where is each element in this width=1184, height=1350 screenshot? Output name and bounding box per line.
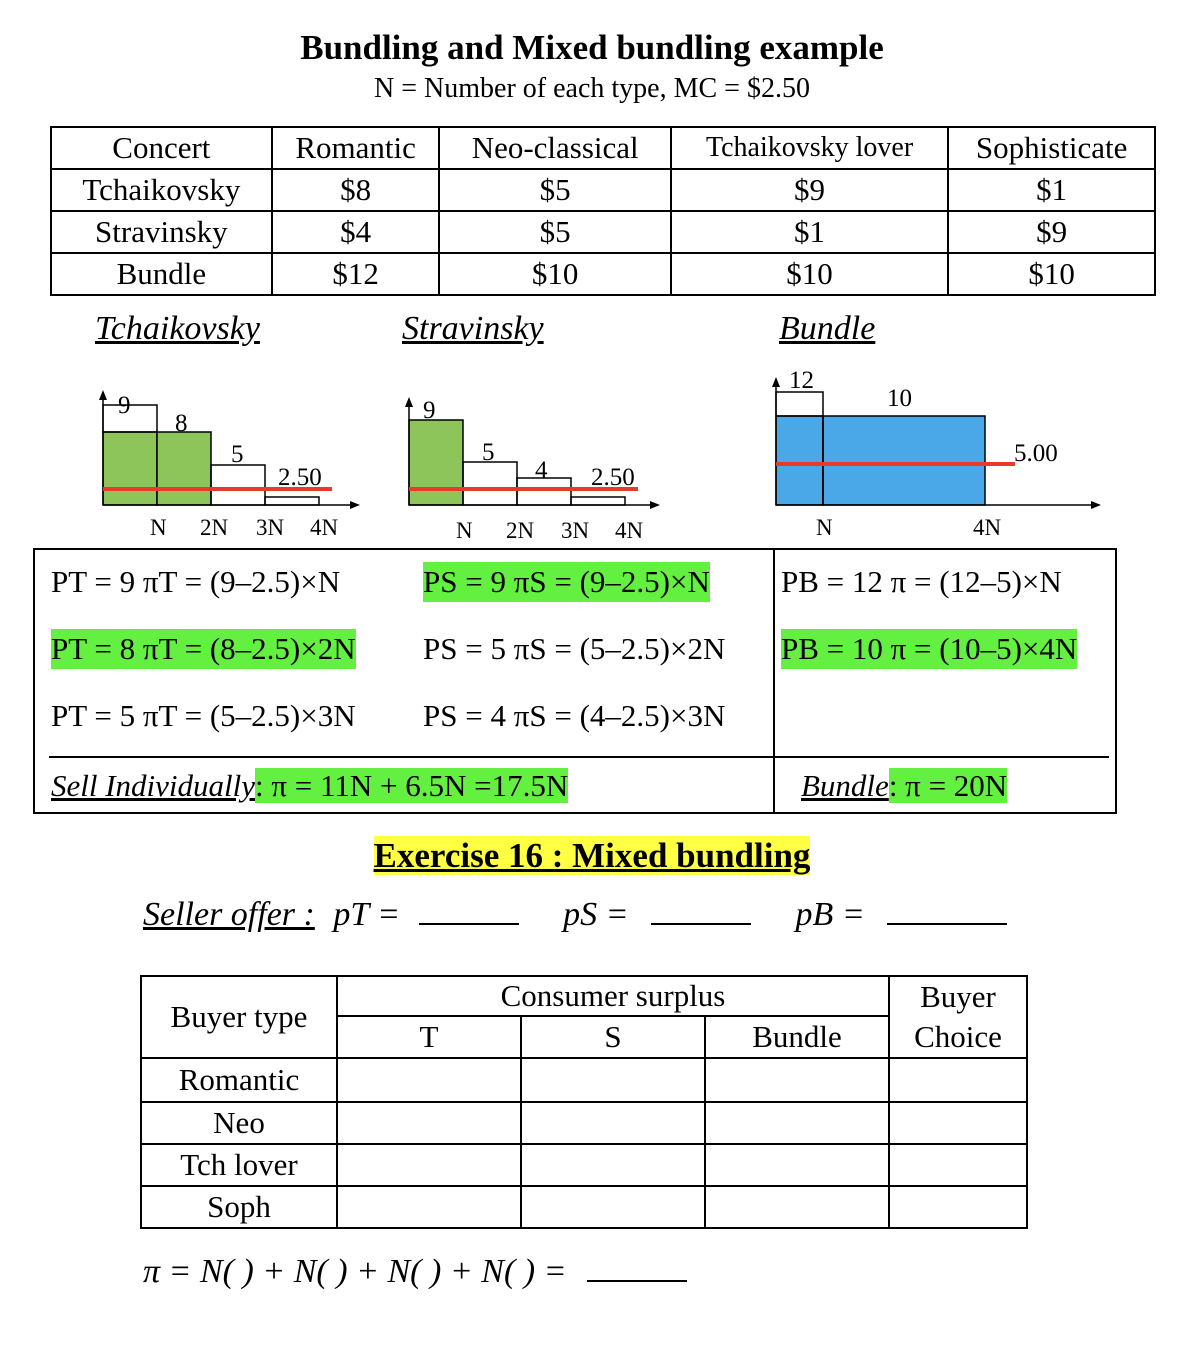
table-cell: $5 [439, 169, 670, 211]
sell-individually-value: : π = 11N + 6.5N =17.5N [255, 768, 569, 803]
bar-blue [823, 416, 985, 505]
bar-green [103, 432, 157, 505]
seller-offer [143, 895, 1007, 934]
table-cell: $8 [272, 169, 440, 211]
value-label: 9 [423, 397, 436, 424]
price-b-blank[interactable] [887, 895, 1007, 925]
tchaikovsky-price-3: PT = 5 πT = (5–2.5)×3N [51, 698, 356, 733]
table-cell: $12 [272, 253, 440, 295]
divider [49, 756, 1109, 758]
answer-cell[interactable] [337, 1102, 521, 1144]
row-label: Romantic [141, 1058, 337, 1102]
table-row [141, 1144, 1027, 1186]
tick-label: 3N [256, 515, 285, 540]
bundle-price-1: PB = 12 π = (12–5)×N [781, 564, 1062, 599]
answer-cell[interactable] [521, 1058, 705, 1102]
value-label: 9 [118, 392, 131, 419]
header-cell: Concert [51, 127, 272, 169]
demand-charts [0, 360, 1184, 550]
bundle-result-label: Bundle [801, 768, 889, 803]
profit-equation [143, 1252, 687, 1291]
bundle-price-2: PB = 10 π = (10–5)×4N [781, 629, 1077, 669]
value-label: 8 [175, 410, 188, 437]
tick-label: N [456, 518, 473, 543]
price-b-label: pB = [795, 896, 865, 933]
consumer-surplus-table [140, 975, 1028, 1229]
header-cell: Neo-classical [439, 127, 670, 169]
table-cell: $5 [439, 211, 670, 253]
table-cell: Tchaikovsky [51, 169, 272, 211]
answer-cell[interactable] [889, 1058, 1027, 1102]
axis-arrow [405, 397, 413, 407]
bar-green [157, 432, 211, 505]
column-header-t: T [337, 1016, 521, 1058]
sell-individually-label: Sell Individually [51, 768, 256, 803]
price-s-blank[interactable] [651, 895, 751, 925]
tick-label: 2N [200, 515, 229, 540]
profit-equation-text: π = N( ) + N( ) + N( ) + N( ) = [143, 1253, 567, 1290]
buyer-choice-header: Buyer Choice [889, 976, 1027, 1058]
answer-cell[interactable] [521, 1186, 705, 1228]
table-cell: $1 [671, 211, 948, 253]
table-row [141, 1058, 1027, 1102]
chart-label-tchaikovsky: Tchaikovsky [95, 310, 260, 347]
chart-label-bundle: Bundle [779, 310, 876, 347]
row-label: Neo [141, 1102, 337, 1144]
header-cell: Romantic [272, 127, 440, 169]
tick-label: 4N [973, 515, 1002, 540]
tick-label: 4N [310, 515, 339, 540]
answer-cell[interactable] [889, 1186, 1027, 1228]
table-cell: Stravinsky [51, 211, 272, 253]
value-label: 10 [887, 385, 912, 412]
sell-individually-result [51, 766, 568, 806]
value-label: 5 [231, 441, 244, 468]
table-cell: $10 [671, 253, 948, 295]
answer-cell[interactable] [337, 1058, 521, 1102]
value-label: 5.00 [1014, 440, 1058, 467]
answer-cell[interactable] [337, 1186, 521, 1228]
value-label: 4 [535, 457, 548, 484]
table-header-row [51, 127, 1155, 169]
bar-outline [776, 392, 823, 416]
buyer-type-header: Buyer type [141, 976, 337, 1058]
answer-cell[interactable] [705, 1144, 889, 1186]
exercise-title: Exercise 16 : Mixed bundling [373, 836, 811, 875]
tchaikovsky-price-1: PT = 9 πT = (9–2.5)×N [51, 564, 341, 599]
tick-label: 2N [506, 518, 535, 543]
table-row [51, 169, 1155, 211]
answer-cell[interactable] [521, 1144, 705, 1186]
axis-arrow [99, 390, 107, 400]
tick-label: 4N [615, 518, 644, 543]
header-cell: Tchaikovsky lover [671, 127, 948, 169]
consumer-surplus-header: Consumer surplus [337, 976, 889, 1016]
tick-label: 3N [561, 518, 590, 543]
tchaikovsky-chart [99, 390, 360, 540]
header-cell: Sophisticate [948, 127, 1155, 169]
profit-answer-blank[interactable] [587, 1252, 687, 1282]
value-label: 2.50 [278, 464, 322, 491]
bar-outline [265, 497, 319, 505]
axis-arrow [350, 501, 360, 509]
value-label: 12 [789, 367, 814, 394]
preferences-table [50, 126, 1156, 296]
bar-outline [211, 465, 265, 505]
axis-arrow [1091, 501, 1101, 509]
bar-outline [571, 497, 625, 505]
bundle-result-value: : π = 20N [888, 768, 1008, 803]
value-label: 2.50 [591, 464, 635, 491]
table-row [141, 1186, 1027, 1228]
value-label: 5 [482, 439, 495, 466]
table-cell: $1 [948, 169, 1155, 211]
row-label: Tch lover [141, 1144, 337, 1186]
bundle-result [801, 766, 1007, 806]
table-cell: $10 [439, 253, 670, 295]
bar-outline [463, 462, 517, 505]
table-row [51, 211, 1155, 253]
table-cell: $9 [671, 169, 948, 211]
column-header-s: S [521, 1016, 705, 1058]
answer-cell[interactable] [337, 1144, 521, 1186]
stravinsky-price-2: PS = 5 πS = (5–2.5)×2N [423, 631, 726, 666]
divider [773, 550, 775, 814]
stravinsky-chart [405, 397, 660, 543]
bundle-chart [772, 367, 1101, 540]
table-row [141, 1102, 1027, 1144]
bar-blue [776, 416, 823, 505]
profit-calculations [33, 548, 1117, 814]
answer-cell[interactable] [705, 1102, 889, 1144]
column-header-bundle: Bundle [705, 1016, 889, 1058]
table-cell: $10 [948, 253, 1155, 295]
row-label: Soph [141, 1186, 337, 1228]
price-s-label: pS = [563, 896, 629, 933]
answer-cell[interactable] [889, 1102, 1027, 1144]
tick-label: N [150, 515, 167, 540]
table-row [51, 253, 1155, 295]
table-cell: $9 [948, 211, 1155, 253]
answer-cell[interactable] [889, 1144, 1027, 1186]
price-t-label: pT = [333, 896, 401, 933]
answer-cell[interactable] [705, 1058, 889, 1102]
answer-cell[interactable] [521, 1102, 705, 1144]
seller-offer-label: Seller offer : [143, 896, 315, 933]
axis-arrow [650, 501, 660, 509]
price-t-blank[interactable] [419, 895, 519, 925]
page-subtitle: N = Number of each type, MC = $2.50 [374, 73, 810, 104]
stravinsky-price-1: PS = 9 πS = (9–2.5)×N [423, 562, 710, 602]
chart-label-stravinsky: Stravinsky [402, 310, 544, 347]
answer-cell[interactable] [705, 1186, 889, 1228]
tchaikovsky-price-2: PT = 8 πT = (8–2.5)×2N [51, 629, 356, 669]
page-title: Bundling and Mixed bundling example [300, 28, 884, 67]
tick-label: N [816, 515, 833, 540]
table-cell: Bundle [51, 253, 272, 295]
table-cell: $4 [272, 211, 440, 253]
axis-arrow [772, 377, 780, 387]
stravinsky-price-3: PS = 4 πS = (4–2.5)×3N [423, 698, 726, 733]
bar-green [409, 420, 463, 505]
